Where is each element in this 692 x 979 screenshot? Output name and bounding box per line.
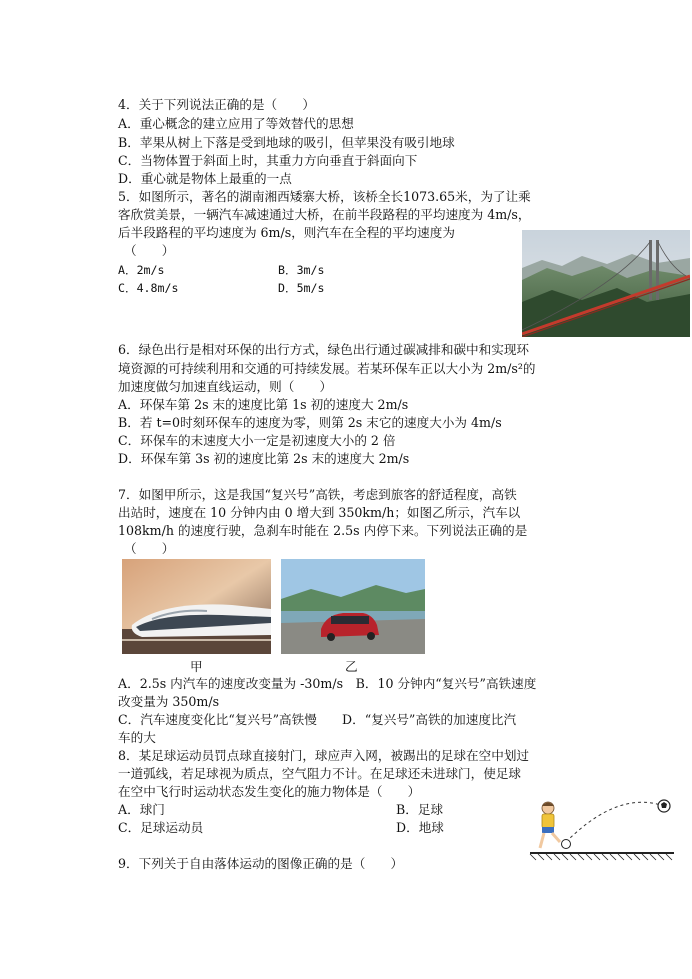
train-photo — [122, 559, 271, 654]
q6-option-d: D．环保车第 3s 初的速度比第 2s 末的速度大 2m/s — [118, 451, 410, 466]
q4-option-b: B．苹果从树上下落是受到地球的吸引，但苹果没有吸引地球 — [118, 135, 455, 150]
q7-options-line-3: C．汽车速度变化比“复兴号”高铁慢 D．“复兴号”高铁的加速度比汽 — [118, 712, 517, 727]
q7-options-line-2: 改变量为 350m/s — [118, 694, 220, 709]
caption-yi: 乙 — [345, 659, 358, 674]
q8-stem-line-2: 一道弧线，若足球视为质点，空气阻力不计。在足球还未进球门，使足球 — [118, 766, 521, 781]
q6-stem-line-3: 加速度做匀加速直线运动，则（ ） — [118, 379, 333, 394]
q8-stem-line-3: 在空中飞行时运动状态发生变化的施力物体是（ ） — [118, 784, 421, 799]
q6-option-a: A．环保车第 2s 末的速度比第 1s 初的速度大 2m/s — [118, 397, 409, 412]
q7-stem-line-2: 出站时，速度在 10 分钟内由 0 增大到 350km/h；如图乙所示，汽车以 — [118, 505, 521, 520]
q7-options-line-1: A．2.5s 内汽车的速度改变量为 -30m/s B．10 分钟内“复兴号”高铁速度 — [118, 676, 537, 691]
kicker-illustration — [528, 796, 676, 862]
q5-option-b: B．3m/s — [278, 263, 325, 277]
q8-option-d: D．地球 — [396, 820, 444, 835]
q8-option-c: C．足球运动员 — [118, 820, 204, 835]
q5-option-a: A．2m/s — [118, 263, 165, 277]
q4-option-c: C．当物体置于斜面上时，其重力方向垂直于斜面向下 — [118, 153, 418, 168]
q5-stem-line-1: 5．如图所示，著名的湖南湘西矮寨大桥，该桥全长1073.65米，为了让乘 — [118, 189, 531, 204]
q8-option-a: A．球门 — [118, 802, 165, 817]
q6-stem-line-2: 境资源的可持续利用和交通的可持续发展。若某环保车正以大小为 2m/s²的 — [118, 361, 536, 376]
q4-stem: 4．关于下列说法正确的是（ ） — [118, 97, 315, 112]
q5-stem-line-4: （ ） — [124, 243, 175, 258]
q7-stem-line-4: （ ） — [124, 541, 175, 556]
q5-option-d: D．5m/s — [278, 281, 325, 295]
q8-stem-line-1: 8．某足球运动员罚点球直接射门，球应声入网，被踢出的足球在空中划过 — [118, 748, 530, 763]
q4-option-a: A．重心概念的建立应用了等效替代的思想 — [118, 116, 354, 131]
q5-stem-line-3: 后半段路程的平均速度为 6m/s，则汽车在全程的平均速度为 — [118, 225, 455, 240]
bridge-photo — [522, 230, 690, 337]
q8-option-b: B．足球 — [396, 802, 444, 817]
q4-option-d: D．重心就是物体上最重的一点 — [118, 171, 292, 186]
q6-option-b: B．若 t=0时刻环保车的速度为零，则第 2s 末它的速度大小为 4m/s — [118, 415, 502, 430]
q6-stem-line-1: 6．绿色出行是相对环保的出行方式，绿色出行通过碳减排和碳中和实现环 — [118, 342, 530, 357]
q7-stem-line-1: 7．如图甲所示，这是我国“复兴号”高铁，考虑到旅客的舒适程度，高铁 — [118, 487, 517, 502]
q5-option-c: C．4.8m/s — [118, 281, 179, 295]
q9-stem: 9．下列关于自由落体运动的图像正确的是（ ） — [118, 856, 404, 871]
q5-stem-line-2: 客欣赏美景，一辆汽车减速通过大桥，在前半段路程的平均速度为 4m/s， — [118, 207, 531, 222]
car-photo — [281, 559, 425, 654]
q6-option-c: C．环保车的末速度大小一定是初速度大小的 2 倍 — [118, 433, 396, 448]
q7-options-line-4: 车的大 — [118, 730, 156, 745]
caption-jia: 甲 — [190, 659, 203, 674]
q7-stem-line-3: 108km/h 的速度行驶，急刹车时能在 2.5s 内停下来。下列说法正确的是 — [118, 523, 528, 538]
